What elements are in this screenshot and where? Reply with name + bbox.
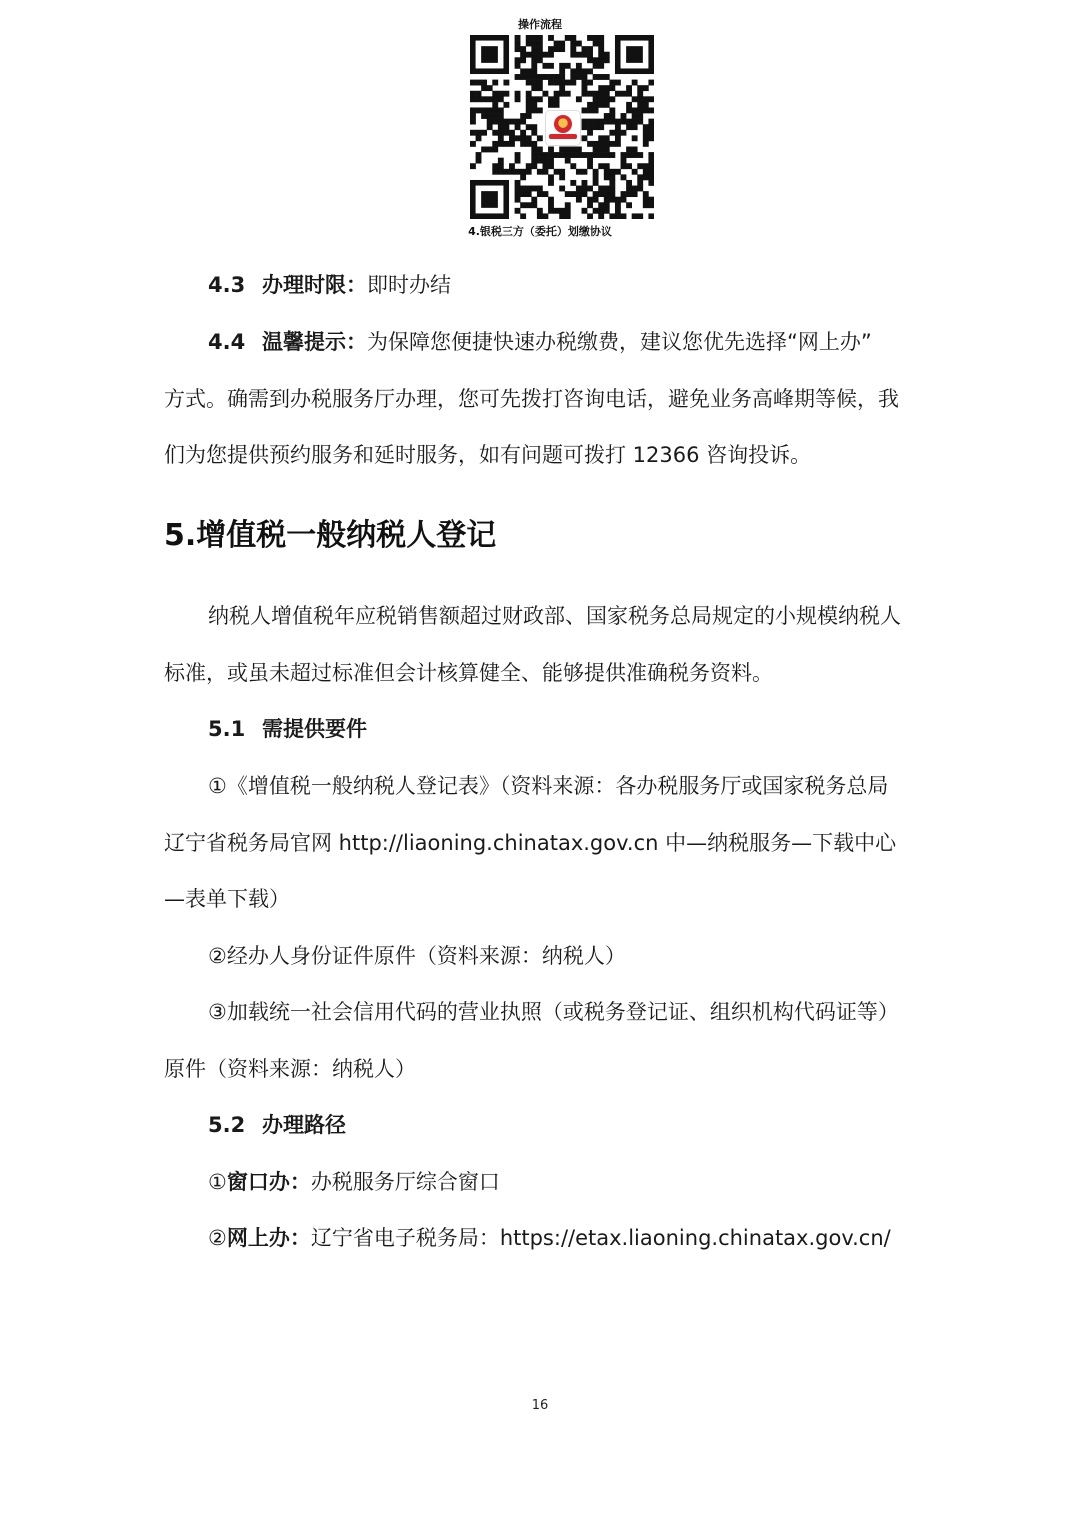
section-number: 4.3 [208,273,246,297]
paragraph-line: ③加载统一社会信用代码的营业执照（或税务登记证、组织机构代码证等） [208,1000,899,1024]
section-4-4 [208,327,872,357]
section-5-2 [208,1110,346,1140]
section-label: 办理路径 [262,1113,346,1137]
section-5-heading: 5.增值税一般纳税人登记 [164,518,497,553]
section-number: 4.4 [208,330,246,354]
route-text-link[interactable]: 辽宁省电子税务局：https://etax.liaoning.chinatax.gov.cn/ [310,1226,891,1250]
qr-code[interactable] [470,35,654,219]
route-prefix: ② [208,1226,227,1250]
emblem-icon [554,115,572,133]
paragraph-line: 方式。确需到办税服务厅办理，您可先拨打咨询电话，避免业务高峰期等候，我 [164,387,899,411]
route-prefix: ① [208,1170,227,1194]
route-online [208,1223,891,1253]
page-number: 16 [531,1398,549,1413]
qr-caption-bottom: 4.银税三方（委托）划缴协议 [468,225,612,238]
section-number: 5.1 [208,717,246,741]
route-label: 窗口办： [226,1170,311,1194]
tax-emblem-icon [545,110,581,146]
route-label: 网上办： [226,1226,311,1250]
paragraph-line: 辽宁省税务局官网 http://liaoning.chinatax.gov.cn 中—纳税服务—下载中心 [164,831,897,855]
route-window [208,1167,500,1197]
paragraph-line: 们为您提供预约服务和延时服务，如有问题可拨打 12366 咨询投诉。 [164,443,812,467]
section-text: 即时办结 [367,273,451,297]
section-label: 需提供要件 [262,717,367,741]
section-label: 办理时限： [262,273,367,297]
section-5-1 [208,714,367,744]
qr-caption-top: 操作流程 [518,18,562,31]
paragraph-line: ②经办人身份证件原件（资料来源：纳税人） [208,944,626,968]
section-4-3 [208,270,451,300]
section-number: 5.2 [208,1113,246,1137]
section-text: 为保障您便捷快速办税缴费，建议您优先选择“网上办” [367,330,872,354]
route-text: 办税服务厅综合窗口 [310,1170,500,1194]
paragraph-line: 原件（资料来源：纳税人） [164,1057,416,1081]
paragraph-line: 纳税人增值税年应税销售额超过财政部、国家税务总局规定的小规模纳税人 [208,604,901,628]
paragraph-line: ①《增值税一般纳税人登记表》（资料来源：各办税服务厅或国家税务总局 [208,774,889,798]
section-label: 温馨提示： [262,330,367,354]
paragraph-line: —表单下载） [164,887,290,911]
logo-text-mark [549,134,577,139]
paragraph-line: 标准，或虽未超过标准但会计核算健全、能够提供准确税务资料。 [164,661,773,685]
